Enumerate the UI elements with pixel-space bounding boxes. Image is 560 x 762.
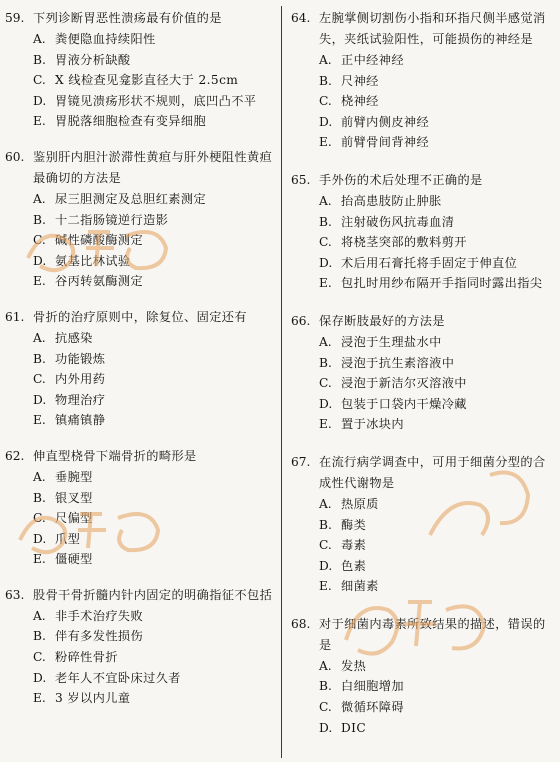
option-letter: C.	[319, 700, 332, 715]
question-stem	[5, 8, 273, 29]
option-letter: C.	[33, 233, 46, 248]
option-text: 3 岁以内儿童	[55, 691, 131, 706]
option-text: 银叉型	[55, 490, 93, 505]
question-65	[291, 170, 555, 294]
option-d	[33, 91, 273, 112]
question-68	[291, 614, 555, 738]
option-text: 浸泡于抗生素溶液中	[341, 355, 455, 370]
option-letter: D.	[33, 93, 47, 108]
option-text: 毒素	[341, 538, 367, 553]
question-stem	[5, 446, 273, 467]
option-list	[319, 656, 555, 738]
option-letter: A.	[319, 496, 332, 511]
option-text: 桡神经	[341, 94, 379, 109]
option-text: 氨基比林试验	[55, 253, 131, 268]
question-stem	[291, 452, 555, 494]
option-list	[319, 332, 555, 435]
option-letter: E.	[319, 135, 332, 150]
option-e	[33, 549, 273, 570]
option-letter: B.	[319, 517, 332, 532]
question-stem	[291, 311, 555, 332]
option-letter: D.	[319, 255, 333, 270]
option-letter: E.	[33, 274, 46, 289]
question-text: 在流行病学调查中，可用于细菌分型的合成性代谢物是	[319, 454, 546, 490]
option-a	[319, 332, 555, 353]
option-text: 酶类	[341, 517, 367, 532]
option-a	[319, 656, 555, 677]
option-letter: B.	[319, 679, 332, 694]
option-b	[33, 626, 273, 647]
option-list	[33, 328, 273, 431]
option-d	[33, 390, 273, 411]
option-letter: D.	[319, 558, 333, 573]
option-letter: D.	[33, 670, 47, 685]
option-b	[319, 353, 555, 374]
option-list	[319, 50, 555, 153]
option-letter: C.	[33, 73, 46, 88]
option-text: 白细胞增加	[341, 679, 404, 694]
option-list	[319, 494, 555, 597]
option-letter: B.	[33, 212, 46, 227]
question-64	[291, 8, 555, 153]
question-67	[291, 452, 555, 597]
option-list	[33, 467, 273, 570]
question-text: 骨折的治疗原则中，除复位、固定还有	[33, 309, 247, 324]
option-letter: C.	[319, 538, 332, 553]
question-number: 66.	[291, 313, 311, 328]
option-d	[319, 394, 555, 415]
option-text: 术后用石膏托将手固定于伸直位	[341, 255, 518, 270]
option-text: 功能锻炼	[55, 351, 106, 366]
option-letter: A.	[33, 608, 46, 623]
question-text: 保存断肢最好的方法是	[319, 313, 445, 328]
option-text: 注射破伤风抗毒血清	[341, 214, 455, 229]
option-letter: B.	[33, 351, 46, 366]
column-divider	[281, 6, 282, 758]
option-c	[319, 373, 555, 394]
option-a	[33, 189, 273, 210]
option-letter: A.	[319, 334, 332, 349]
question-number: 68.	[291, 616, 311, 631]
option-letter: B.	[319, 214, 332, 229]
option-text: 粪便隐血持续阳性	[55, 32, 156, 46]
option-c	[33, 70, 273, 91]
option-text: 发热	[341, 658, 367, 673]
option-letter: B.	[33, 490, 46, 505]
option-d	[319, 556, 555, 577]
option-text: DIC	[341, 720, 367, 735]
option-letter: C.	[319, 376, 332, 391]
option-text: 色素	[341, 558, 367, 573]
question-66	[291, 311, 555, 435]
question-number: 61.	[5, 309, 25, 324]
question-61	[5, 307, 273, 431]
option-letter: C.	[33, 511, 46, 526]
option-letter: D.	[319, 720, 333, 735]
option-c	[319, 697, 555, 718]
option-text: 内外用药	[55, 372, 106, 387]
option-e	[319, 414, 555, 435]
question-number: 65.	[291, 172, 311, 187]
question-number: 64.	[291, 11, 311, 25]
option-text: 尺偏型	[55, 511, 93, 526]
option-text: 非手术治疗失败	[55, 608, 144, 623]
option-letter: D.	[33, 253, 47, 268]
option-list	[319, 191, 555, 294]
question-text: 股骨干骨折髓内针内固定的明确指征不包括	[33, 587, 273, 602]
option-letter: B.	[33, 52, 46, 67]
option-e	[33, 688, 273, 709]
question-59	[5, 8, 273, 132]
option-a	[33, 328, 273, 349]
option-text: 尿三胆测定及总胆红素测定	[55, 191, 207, 206]
option-text: 细菌素	[341, 579, 379, 594]
option-text: 正中经神经	[341, 53, 404, 67]
question-text: 手外伤的术后处理不正确的是	[319, 172, 483, 187]
question-text: 鉴别肝内胆汁淤滞性黄疸与肝外梗阻性黄疸最确切的方法是	[33, 149, 273, 185]
option-e	[319, 576, 555, 597]
option-letter: D.	[319, 114, 333, 129]
option-letter: C.	[319, 235, 332, 250]
option-e	[33, 410, 273, 431]
option-text: 爪型	[55, 531, 81, 546]
option-letter: D.	[33, 531, 47, 546]
option-text: 僵硬型	[55, 552, 93, 567]
option-letter: C.	[33, 650, 46, 665]
option-b	[319, 676, 555, 697]
option-letter: D.	[319, 396, 333, 411]
option-e	[319, 132, 555, 153]
option-letter: B.	[319, 355, 332, 370]
option-letter: A.	[33, 330, 46, 345]
option-e	[33, 271, 273, 292]
option-b	[319, 71, 555, 92]
option-text: 胃镜见溃疡形状不规则，底凹凸不平	[55, 93, 257, 108]
option-letter: E.	[319, 579, 332, 594]
option-b	[33, 349, 273, 370]
option-text: 将桡茎突部的敷料剪开	[341, 235, 467, 250]
question-text: 下列诊断胃恶性溃疡最有价值的是	[33, 11, 222, 25]
option-text: 抗感染	[55, 330, 93, 345]
option-text: 物理治疗	[55, 392, 106, 407]
option-text: 胃脱落细胞检查有变异细胞	[55, 114, 207, 129]
option-c	[33, 230, 273, 251]
option-d	[319, 253, 555, 274]
question-number: 67.	[291, 454, 311, 469]
option-text: 浸泡于新洁尔灭溶液中	[341, 376, 467, 391]
option-letter: E.	[33, 691, 46, 706]
right-column	[291, 8, 555, 755]
option-e	[319, 273, 555, 294]
option-a	[319, 494, 555, 515]
option-list	[33, 189, 273, 292]
question-text: 对于细菌内毒素所致结果的描述，错误的是	[319, 616, 546, 652]
option-list	[33, 606, 273, 709]
option-a	[319, 191, 555, 212]
option-a	[319, 50, 555, 71]
option-letter: A.	[33, 191, 46, 206]
option-letter: A.	[319, 658, 332, 673]
option-a	[33, 29, 273, 50]
question-stem	[5, 147, 273, 189]
option-text: 浸泡于生理盐水中	[341, 334, 442, 349]
question-62	[5, 446, 273, 570]
option-text: 前臂骨间背神经	[341, 135, 430, 150]
option-text: 镇痛镇静	[55, 413, 106, 428]
option-text: 置于冰块内	[341, 417, 404, 432]
option-letter: E.	[33, 114, 46, 129]
option-text: 伴有多发性损伤	[55, 629, 144, 644]
option-text: 垂腕型	[55, 469, 93, 484]
option-d	[319, 112, 555, 133]
option-letter: E.	[319, 417, 332, 432]
option-letter: A.	[319, 193, 332, 208]
option-b	[33, 50, 273, 71]
option-d	[33, 251, 273, 272]
question-number: 63.	[5, 587, 25, 602]
option-letter: B.	[33, 629, 46, 644]
option-c	[33, 647, 273, 668]
option-c	[33, 508, 273, 529]
option-text: 谷丙转氨酶测定	[55, 274, 144, 289]
option-letter: E.	[33, 413, 46, 428]
option-e	[33, 111, 273, 132]
question-number: 62.	[5, 448, 25, 463]
option-text: 十二指肠镜逆行造影	[55, 212, 169, 227]
option-letter: E.	[319, 276, 332, 291]
option-letter: A.	[33, 32, 46, 46]
question-63	[5, 585, 273, 709]
option-letter: A.	[33, 469, 46, 484]
question-text: 伸直型桡骨下端骨折的畸形是	[33, 448, 197, 463]
option-letter: A.	[319, 53, 332, 67]
option-a	[33, 467, 273, 488]
option-letter: C.	[33, 372, 46, 387]
option-text: X 线检查见龛影直径大于 2.5cm	[55, 73, 239, 88]
option-letter: D.	[33, 392, 47, 407]
option-text: 抬高患肢防止肿胀	[341, 193, 442, 208]
option-b	[33, 488, 273, 509]
option-text: 前臂内侧皮神经	[341, 114, 430, 129]
question-60	[5, 147, 273, 292]
option-letter: C.	[319, 94, 332, 109]
option-c	[319, 535, 555, 556]
option-c	[33, 369, 273, 390]
option-b	[319, 515, 555, 536]
question-stem	[291, 170, 555, 191]
option-text: 碱性磷酸酶测定	[55, 233, 144, 248]
option-c	[319, 232, 555, 253]
option-text: 粉碎性骨折	[55, 650, 118, 665]
question-number: 59.	[5, 11, 25, 25]
left-column	[5, 8, 273, 724]
option-b	[319, 212, 555, 233]
option-text: 热原质	[341, 496, 379, 511]
option-list	[33, 29, 273, 132]
question-stem	[5, 585, 273, 606]
option-text: 尺神经	[341, 73, 379, 88]
option-text: 胃液分析缺酸	[55, 52, 131, 67]
option-text: 包扎时用纱布隔开手指同时露出指尖	[341, 276, 543, 291]
question-stem	[291, 614, 555, 656]
question-stem	[5, 307, 273, 328]
option-b	[33, 210, 273, 231]
question-number: 60.	[5, 149, 25, 164]
question-text: 左腕掌侧切割伤小指和环指尺侧半感觉消失，夹纸试验阳性，可能损伤的神经是	[319, 11, 546, 46]
option-d	[319, 718, 555, 739]
option-a	[33, 606, 273, 627]
option-text: 老年人不宜卧床过久者	[55, 670, 181, 685]
option-text: 微循环障碍	[341, 700, 404, 715]
option-text: 包装于口袋内干燥冷藏	[341, 396, 467, 411]
option-c	[319, 91, 555, 112]
option-d	[33, 668, 273, 689]
option-letter: B.	[319, 73, 332, 88]
option-d	[33, 529, 273, 550]
question-stem	[291, 8, 555, 50]
option-letter: E.	[33, 552, 46, 567]
